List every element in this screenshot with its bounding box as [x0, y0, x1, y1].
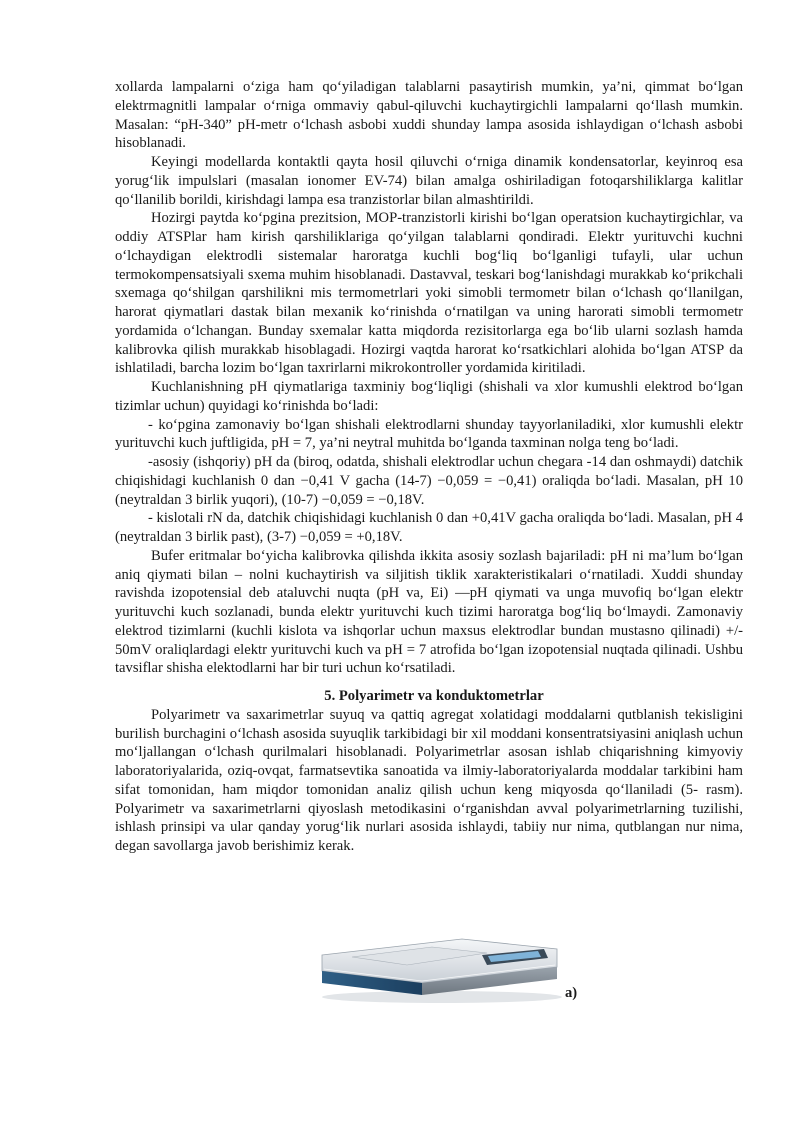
section-heading: 5. Polyarimetr va konduktometrlar	[324, 688, 544, 704]
list-item-acidic: - kislotali rN da, datchik chiqishidagi kuchlanish 0 dan +0,41V gacha oraliqda bo‘ladi. Masalan, pH 4 (neytraldan 3 birlik past), (3-7) −0,059 = +0,18V.	[115, 510, 743, 545]
document-page	[115, 78, 743, 856]
list-item-alkaline: -asosiy (ishqoriy) pH da (biroq, odatda, shishali elektrodlar uchun chegara -14 dan oshmaydi) datchik chiqishidagi kuchlanish 0 dan −0,41 V gacha (14-7) −0,059 = −0,41) oraliqda bo‘ladi. Masalan, pH 10 (neytraldan 3 birlik yuqori), (10-7) −0,059 = −0,18V.	[115, 454, 743, 508]
paragraph-voltage-ph: Kuchlanishning pH qiymatlariga taxminiy bog‘liqligi (shishali va xlor kumushli elektrod bo‘lgan tizimlar uchun) quyidagi ko‘rinishda bo‘ladi:	[115, 379, 743, 414]
paragraph-continuation: xollarda lampalarni o‘ziga ham qo‘yiladigan talablarni pasaytirish mumkin, ya’ni, qimmat bo‘lgan elektrmagnitli lampalar o‘rniga ommaviy qabul-qiluvchi kuchaytirgichli lampalarni qo‘llash mumkin. Masalan: “pH-340” pH-metr o‘lchash asbobi xuddi shunday lampa asosida ishlaydigan o‘lchash asbobi hisoblanadi.	[115, 79, 743, 152]
polarimeter-icon	[312, 925, 572, 1005]
paragraph-models: Keyingi modellarda kontaktli qayta hosil qiluvchi o‘rniga dinamik kondensatorlar, keyinroq esa yorug‘lik impulslari (masalan ionomer EV-74) bilan amalga oshiriladigan fotoqarshiliklarga kalitlar qo‘llanilib borildi, kirishdagi lampa esa tranzistorlar bilan almashtirildi.	[115, 154, 743, 208]
polarimeter-device-illustration	[312, 925, 572, 1005]
paragraph-buffer-calibration: Bufer eritmalar bo‘yicha kalibrovka qilishda ikkita asosiy sozlash bajariladi: pH ni ma’lum bo‘lgan aniq qiymati bilan – nolni kuchaytirish va siljitish tiklik xarakteristikalari o‘rnatiladi. Xuddi shunday ravishda izopotensial deb ataluvchi nuqta (pH va, Ei) —pH qiymati va unga muvofiq bo‘lgan elektr yurituvchi kuch sozlanadi, bunda elektr yurituvchi kuch tizimi haroratga bog‘liq bo‘lmaydi. Zamonaviy elektrod tizimlarni (kuchli kislota va ishqorlar uchun maxsus elektrodlar bundan mustasno qilinadi) +/- 50mV oraliqlardagi elektr yurituvchi kuch va pH = 7 atrofida bo‘lgan izopotensial nuqtada qilinadi. Ushbu tavsiflar shisha elektodlarni har bir turi uchun ko‘rsatiladi.	[115, 547, 743, 677]
list-item-neutral: - ko‘pgina zamonaviy bo‘lgan shishali elektrodlarni shunday tayyorlaniladiki, xlor kumushli elektr yurituvchi kuch juftligida, pH = 7, ya’ni neytral muhitda bo‘lganda taxminan nolga teng bo‘ladi.	[115, 416, 743, 452]
figure-label: a)	[565, 985, 578, 1001]
paragraph-polarimeters: Polyarimetr va saxarimetrlar suyuq va qattiq agregat xolatidagi moddalarni qutblanish tekisligini burilish burchagini o‘lchash asosida suyuqlik tarkibidagi bir xil moddani konsentratsiyasini aniqlash uchun mo‘ljallangan o‘lchash qurilmalari hisoblanadi. Polyarimetrlar asosan ishlab chiqarishning kimyoviy laboratoriyalarida, oziq-ovqat, farmatsevtika sanoatida va ilmiy-laboratoriyalarda moddalar tarkibini ham sifat tomonidan, ham miqdor tomonidan analiz qilish uchun keng miqyosda qo‘llaniladi (5- rasm). Polyarimetr va saxarimetrlarni qiyoslash metodikasini o‘rganishdan avval polyarimetrlarning tuzilishi, ishlash prinsipi va ular qanday yorug‘lik nurlari asosida ishlaydi, tabiiy nur nima, qutblangan nur nima, degan savollarga javob berishimiz kerak.	[115, 706, 743, 854]
paragraph-modern-amplifiers: Hozirgi paytda ko‘pgina prezitsion, MOP-tranzistorli kirishi bo‘lgan operatsion kuchaytirgichlar, va oddiy ATSPlar ham kirish qarshiliklariga qo‘yilgan talablarni qondiradi. Elektr yurituvchi kuchni o‘lchaydigan elektrodli sistemalar haroratga kuchli bog‘liq bo‘lganligi tufayli, ular uchun termokompensatsiyali sxema muhim hisoblanadi. Dastavval, teskari bog‘lanishdagi murakkab ko‘prikchali sxemaga qo‘shilgan qarshilikni mis termometrlari yoki simobli termometr bilan o‘lchash qo‘llanilgan, harorat qiymatlari dastak bilan mexanik ko‘rinishda o‘rnatilgan va uning harorati simobli termometr yordamida o‘lchangan. Bunday sxemalar katta miqdorda rezisitorlarga ega bo‘lib ularni sozlash hamda kalibrovka qilish murakkab hisoblagadi. Hozirgi vaqtda harorat ko‘rsatkichlari alohida bo‘lgan ATSP da ishlatiladi, barcha lozim bo‘lgan taxrirlarni mikrokontroller yordamida kiritiladi.	[115, 210, 743, 377]
